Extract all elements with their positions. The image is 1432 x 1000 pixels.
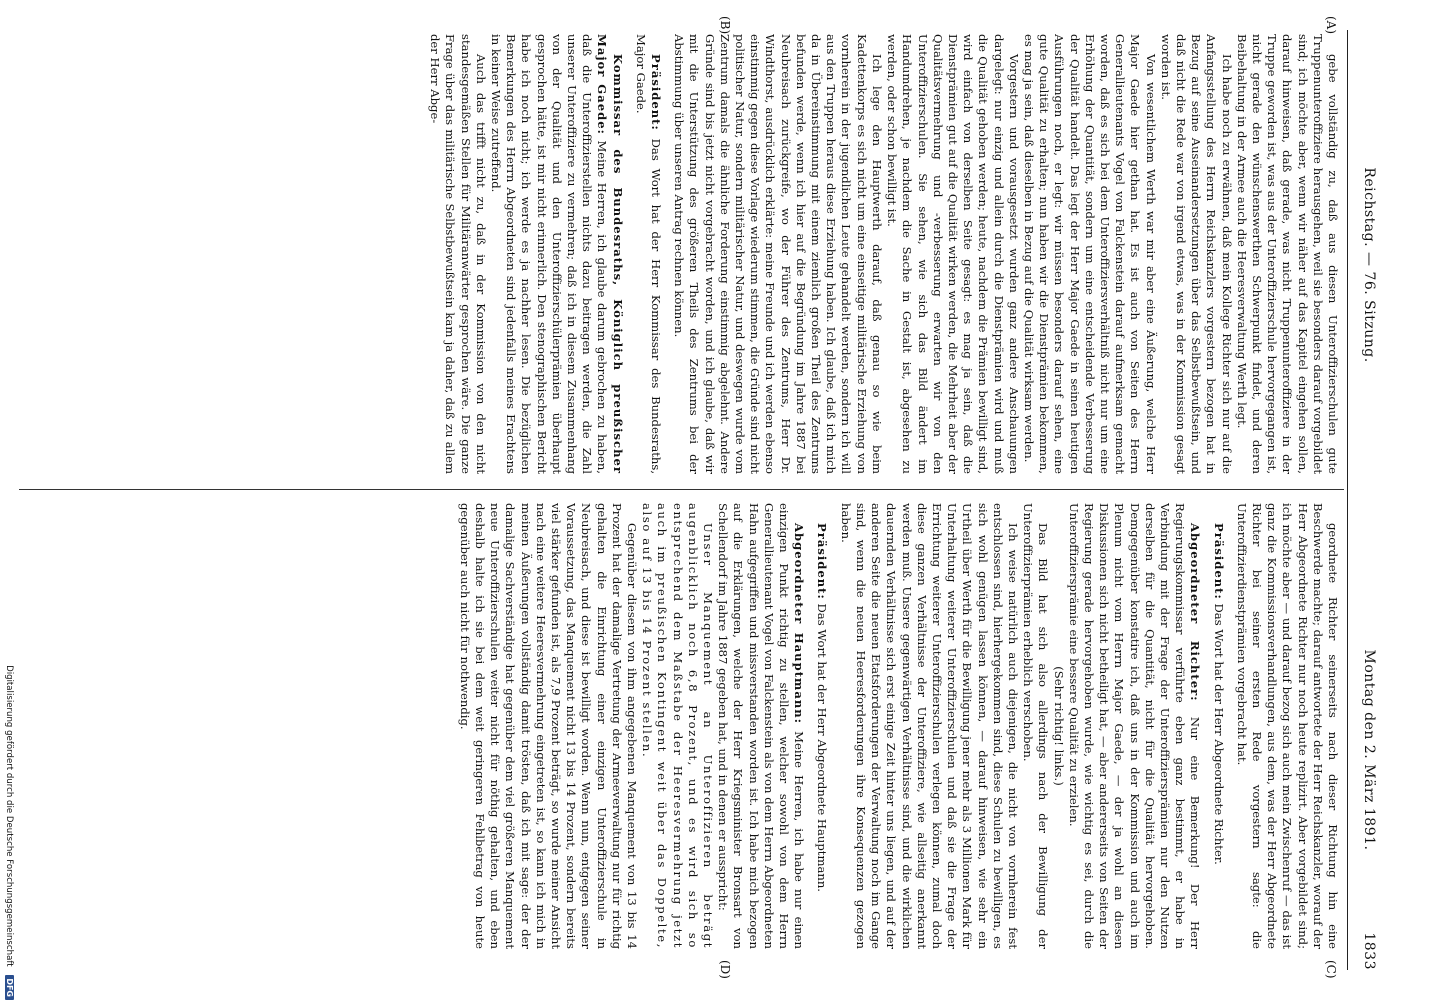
body-paragraph: Vorgestern und vorausgesetzt wurden ganz andere Anschauungen dargelegt: nur einzig und allein durch die Dienstprämien wird und muß die Qualität gehoben werden; heute, nachdem die Prämien bewilligt sind, wird einfach von derselben Seite gesagt: es mag ja sein, daß die Dienstprämien gut auf die Qualität wirken werden, die Mehrheit aber der Qualitätsvermehrung und -verbesserung erwarten wir von den Unteroffizierschulen. Sie sehen, wie sich das Bild ändert im Handumdrehen, je nachdem die Sache in Gestalt ist, abgesehen zu werden, oder schon bewilligt ist. [885,34,1021,474]
dfg-logo: DFG [5,975,14,1000]
speech-paragraph [1210,503,1225,949]
margin-marker-c: (C) [1324,960,1338,979]
speaker-name: Kommissar des Bundesraths, Königlich preußischer Major Gaede: [595,34,625,474]
speech-paragraph [814,503,829,949]
body-paragraph: geordnete Richter seinerseits nach dieser Richtung hin eine Beschwerde machte; darauf antwortete der Herr Reichskanzler, worauf der Herr Abgeordnete Richter nur noch heute replizirt. Aber vorgebildet sind; ich möchte aber — und darauf bezog sich auch mein Zwischenruf — das ist ganz die Kommissionsverhandlungen, aus dem, was der Herr Abgeordnete Richter bei seiner ersten Rede vorgestern sagte: die Unteroffizierdienstprämien vorgebracht hat. [1234,503,1340,949]
speech-text: Meine Herren, ich habe nur einen einzigen Punkt richtig zu stellen, welcher sowohl von dem Herrn Generallieutenant Vogel von Falckenstein als von dem Herrn Abgeordneten Hahn aufgegriffen und missverstanden worden ist. Ich habe mich bezogen auf die Erklärungen, welche der Herr Kriegsminister Bronsart von Schellendorf im Jahre 1887 gegeben hat, und in denen er ausspricht: [716,503,807,949]
speaker-name: Abgeordneter Richter: [1188,523,1203,702]
paragraph-gap [1202,503,1210,949]
margin-marker-a: (A) [1324,16,1338,35]
paragraph-gap [1226,503,1234,949]
body-paragraph: Ich lege den Hauptwerth darauf, daß genau so wie beim Kadettenkorps es sich nicht um eine einseitige militärische Erziehung von vornherein in der jugendlichen Leute gehandelt werden, sondern ich will aus den Truppen heraus diese Erziehung haben. Ich glaube, daß ich mich da in Übereinstimmung mit einem ziemlich großen Theil des Zentrums befunden werde, wenn ich hier auf die Begründung im Jahre 1887 bei Neubreisach zurückgreife, wo der Führer des Zentrums, Herr Dr. Windthorst, ausdrücklich erklärte: meine Freunde und ich werden ebenso einstimmig gegen diese Vorlage wiederum stimmen, die Gründe sind nicht politischer Natur, sondern militärischer Natur, und deswegen wurde vom Zentrum damals die ähnliche Forderung einstimmig abgelehnt. Andere Gründe sind bis jetzt nicht vorgebracht worden, und ich glaube, daß wir mit die Unterstützung des größeren Theils des Zentrums bei der Abstimmung über unseren Antrag rechnen können. [672,34,884,474]
header-rule [1347,30,1348,970]
left-text-column [20,34,1340,474]
speaker-name: Präsident: [649,54,664,131]
margin-marker-d: (D) [718,960,732,979]
body-paragraph: gebe vollständig zu, daß aus diesen Unteroffizierschulen gute Truppenunteroffiziere herausgehen, weil sie besonders darauf vorgebildet sind; ich möchte aber, wenn wir näher auf das Kapitel eingehen sollen, darauf hinweisen, daß gerade, was nicht Truppenunteroffiziere in der Truppe geworden ist, was aus der Unteroffizierschule hervorgegangen ist, nicht gerade den wünschenswerthen Schwerpunkt findet, und deren Beibehaltung in der Armee auch die Heeresverwaltung Werth legt. [1234,34,1340,474]
paragraph-gap [663,34,671,474]
body-paragraph: Das Bild hat sich also allerdings nach der Bewilligung der Unteroffizierprämien erheblich verschoben. [1021,503,1051,949]
body-paragraph: Von wesentlichem Werth war mir aber eine Äußerung, welche Herr Major Gaede hier gethan hat. Es ist auch von Seiten des Herrn Generallieutenants Vogel von Falckenstein darauf aufmerksam gemacht worden, daß es sich bei dem Unteroffiziersverhältniß nicht nur um eine Erhöhung der Quantität, sondern um eine entscheidende Verbesserung der Qualität handelt. Das legt der Herr Major Gaede in seinen heutigen Ausführungen noch, er legt: wir müssen besonders darauf sehen, eine gute Qualität zu erhalten; nun haben wir die Dienstprämien bekommen, es mag ja sein, daß dieselben in Bezug auf die Qualität wirksam werden. [1021,34,1158,474]
speech-text: Das Wort hat der Herr Kommissar des Bundesraths, Major Gaede. [633,34,664,474]
paragraph-gap [806,503,814,949]
page-number: 1833 [1361,932,1377,970]
margin-marker-b: (B) [718,16,732,35]
paragraph-gap [830,503,838,949]
column-divider [19,489,1344,490]
digitization-footer [0,0,14,1000]
session-title: Reichstag. — 76. Sitzung. [1361,167,1377,363]
body-paragraph: Auch das trifft nicht zu, daß in der Kommission von den nicht standesgemäßen Stellen für Militäranwärter gesprochen wäre. Die ganze Frage über das militärische Selbstbewußtsein kam ja daher, daß zu allem der Herr Abge- [428,34,488,474]
speech-text: Das Wort hat der Herr Abgeordnete Richter. [1211,603,1226,865]
speech-paragraph [715,503,806,949]
speaker-name: Präsident: [815,523,830,600]
right-text-column [20,503,1340,949]
speaker-name: Abgeordneter Hauptmann: [792,523,807,724]
speech-paragraph [1066,503,1203,949]
body-paragraph: Ich habe noch zu erwähnen, daß mein Kollege Richter sich nur auf die Anfangsstellung des Herrn Reichskanzlers vorgestern bezogen hat in Bezug auf seine Auseinandersetzungen über das Selbstbewußtsein, und daß nicht die Rede war von irgend etwas, was in der Kommission gesagt worden ist. [1158,34,1234,474]
quoted-passage: Unser Manquement an Unteroffizieren beträgt augenblicklich noch 6,8 Prozent, und es wird sich so entsprechend dem Maßstabe der Heeresvermehrung jetzt auch im preußischen Kontingent weit über das Doppelte, also auf 13 bis 14 Prozent stellen. [640,503,716,949]
speech-paragraph [488,34,625,474]
body-paragraph: Gegenüber diesem von ihm angegebenen Manquement von 13 bis 14 Prozent hat der damalige Vertretung der Armeeverwaltung nur für richtig gehalten die Einrichtung einer einzigen Unteroffizierschule in Neubreisach, und diese ist bewilligt worden. Wenn nun, entgegen seiner Voraussetzung, das Manquement nicht 13 bis 14 Prozent, sondern bereits viel stärker gefunden ist, als 7,9 Prozent beträgt, so wurde meiner Ansicht nach eine weitere Heeresvermehrung eingetreten ist, so kann ich mich in meinen Äußerungen vollständig damit trösten, daß ich mit sage: der der damalige Sachverständige hat gegenüber dem viel größeren Manquement neue Unteroffizierschulen weiter nicht für nöthig gehalten, und eben deshalb halte ich sie bei dem weit geringeren Fehlbetrag von heute gegenüber auch nicht für nothwendig. [457,503,640,949]
paragraph-gap [625,34,633,474]
speech-paragraph [633,34,663,474]
interjection: (Sehr richtig! links.) [1051,666,1066,786]
page-header [1351,30,1377,970]
session-date: Montag den 2. März 1891. [1361,649,1377,851]
footer-credit: Digitalisierung gefördert durch die Deutsche Forschungsgemeinschaft [4,665,14,967]
speaker-name: Präsident: [1211,523,1226,600]
body-paragraph: Ich weise natürlich auch diejenigen, die nicht von vornherein fest entschlossen sind, hierhergekommen sind, diese Schulen zu bewilligen, es sich wohl genügen lassen können, — darauf hinweisen, wie sehr ein Urtheil über Werth für die Bewilligung jener mehr als 3 Millionen Mark für Unterhaltung weiterer Unteroffizierschulen und daß sie die Frage der Errichtung weiterer Unteroffizierschulen verlegen können, zumal doch diese ganzen Verhältnisse der Unteroffiziere, wie allseitig anerkannt werden muß. Unsere gegenwärtigen Verhältnisse sind, und die wirklichen dauernden Verhältnisse sich erst einige Zeit hinter uns liegen, und auf der anderen Seite die neuen Etatsforderungen der Verwaltung noch im Gange sind, wenn die neuen Heeresforderungen ihre Konsequenzen gezogen haben. [838,503,1020,949]
speech-text: Das Wort hat der Herr Abgeordnete Hauptmann. [815,603,830,892]
speech-text: Meine Herren, ich glaube darum gebrochen zu haben, daß die Unteroffizierstellen nichts dazu beitragen werden, die Zahl unserer Unteroffiziere zu vermehren; daß ich in diesem Zusammenhang von der Qualität und den Unteroffizierschülerprämien überhaupt gesprochen hätte, ist mir nicht erinnerlich. Den stenographischen Bericht habe ich noch nicht; ich werde es ja nachher lesen. Die bezüglichen Bemerkungen des Herrn Abgeordneten sind jedenfalls meines Erachtens in keiner Weise zutreffend. [489,34,610,474]
speech-text: Nur eine Bemerkung! Der Herr Regierungskommissar verführte eben ganz bestimmt, er habe in Verbindung mit der Frage der Unteroffiziersprämien nur den Nutzen derselben für die Quantität, nicht für die Qualität hervorgehoben. Demgegenüber konstatire ich, daß uns in der Kommission und auch im Plenum nicht vom Herrn Major Gaede, — der ja wohl an diesen Diskussionen sich nicht betheiligt hat, — aber andererseits von Seiten der Regierung gerade hervorgehoben wurde, wie wichtig es sei, durch die Unteroffiziersprämie eine bessere Qualität zu erzielen. [1066,503,1203,949]
